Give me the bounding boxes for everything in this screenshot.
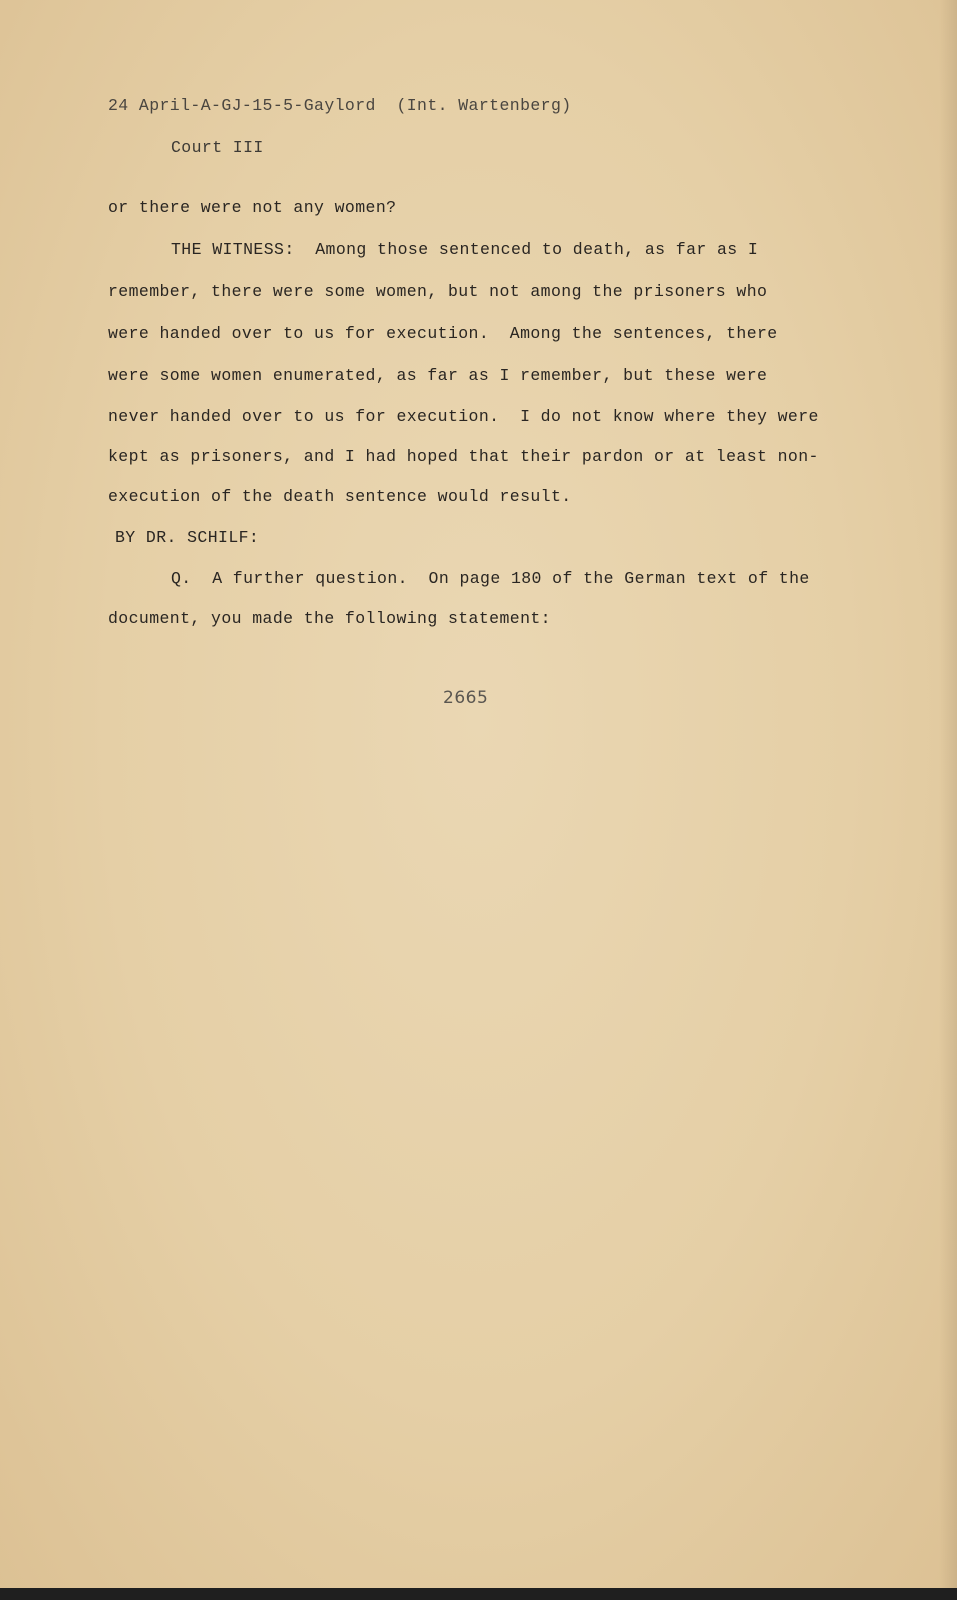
transcript-line: never handed over to us for execution. I do not know where they were xyxy=(108,407,819,426)
page-number: 2665 xyxy=(443,688,489,708)
transcript-line: THE WITNESS: Among those sentenced to death, as far as I xyxy=(171,240,759,259)
court-label: Court III xyxy=(171,138,264,157)
transcript-line: were handed over to us for execution. Among the sentences, there xyxy=(108,324,778,343)
transcript-line: execution of the death sentence would result. xyxy=(108,487,572,506)
transcript-line: were some women enumerated, as far as I remember, but these were xyxy=(108,366,768,385)
transcript-line: Q. A further question. On page 180 of the German text of the xyxy=(171,569,810,588)
examiner-heading: BY DR. SCHILF: xyxy=(115,528,260,547)
page-edge-shadow xyxy=(939,0,957,1600)
scan-bottom-border xyxy=(0,1588,957,1600)
document-header: 24 April-A-GJ-15-5-Gaylord (Int. Wartenberg) xyxy=(108,96,572,115)
transcript-line: kept as prisoners, and I had hoped that their pardon or at least non- xyxy=(108,447,819,466)
transcript-line: or there were not any women? xyxy=(108,198,397,217)
transcript-line: remember, there were some women, but not among the prisoners who xyxy=(108,282,768,301)
transcript-line: document, you made the following statement: xyxy=(108,609,551,628)
